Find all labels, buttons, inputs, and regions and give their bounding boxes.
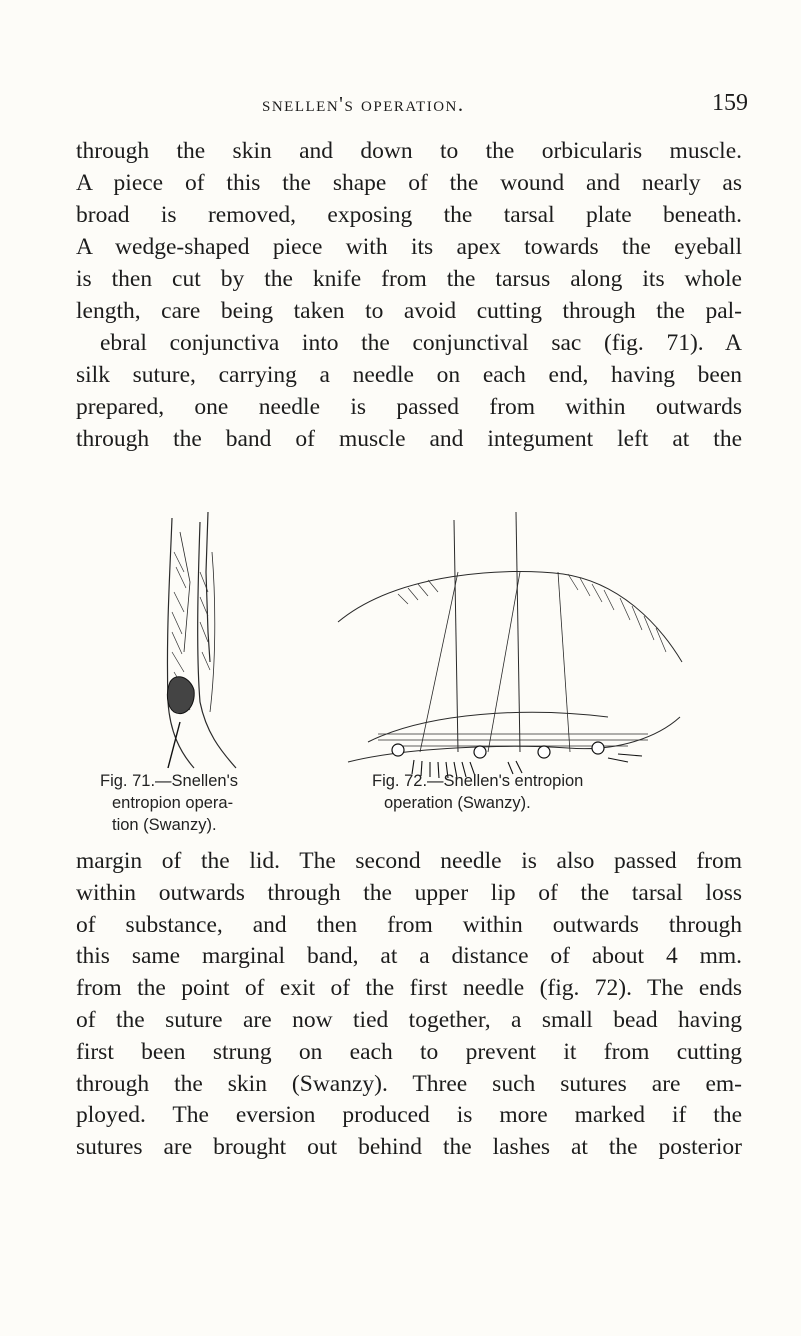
- text-line: within outwards through the upper lip of the tarsal loss: [76, 879, 742, 906]
- figure-71-illustration: [150, 512, 240, 768]
- text-line: sutures are brought out behind the lashes at the posterior: [76, 1134, 742, 1161]
- text-line: this same marginal band, at a distance of about 4 mm.: [76, 943, 742, 970]
- text-line: through the skin and down to the orbicularis muscle.: [76, 138, 742, 164]
- text-line: silk suture, carrying a needle on each end, having been: [76, 362, 742, 388]
- caption-line: tion (Swanzy).: [112, 816, 217, 834]
- figure-71-caption: [100, 770, 330, 836]
- caption-line: entropion opera-: [112, 794, 234, 812]
- caption-line: Fig. 71.—Snellen's: [100, 772, 238, 790]
- text-line: first been strung on each to prevent it from cutting: [76, 1038, 742, 1065]
- text-line: A piece of this the shape of the wound and nearly as: [76, 170, 742, 196]
- text-line: A wedge-shaped piece with its apex towards the eyeball: [76, 234, 742, 260]
- figure-72-caption: [372, 770, 702, 814]
- text-line: from the point of exit of the first needle (fig. 72). The ends: [76, 975, 742, 1002]
- text-line: ebral conjunctiva into the conjunctival sac (fig. 71). A: [100, 330, 742, 356]
- figure-72-illustration: [308, 512, 690, 782]
- text-line: prepared, one needle is passed from within outwards: [76, 394, 742, 420]
- text-line: length, care being taken to avoid cutting through the pal-: [76, 298, 742, 324]
- text-line: margin of the lid. The second needle is also passed from: [76, 848, 742, 874]
- caption-line: operation (Swanzy).: [384, 794, 531, 812]
- text-line: is then cut by the knife from the tarsus along its whole: [76, 266, 742, 292]
- text-line: broad is removed, exposing the tarsal plate beneath.: [76, 202, 742, 228]
- paragraph-1: [76, 135, 742, 455]
- running-head: snellen's operation.: [262, 92, 465, 116]
- text-line: through the band of muscle and integument left at the: [76, 426, 742, 452]
- text-line: through the skin (Swanzy). Three such sutures are em-: [76, 1070, 742, 1097]
- page-header: [0, 92, 801, 122]
- page-number: 159: [712, 90, 748, 116]
- paragraph-2: [76, 846, 742, 1164]
- text-line: ployed. The eversion produced is more marked if the: [76, 1102, 742, 1129]
- text-line: of substance, and then from within outwards through: [76, 911, 742, 938]
- caption-line: Fig. 72.—Snellen's entropion: [372, 772, 584, 790]
- text-line: of the suture are now tied together, a small bead having: [76, 1006, 742, 1033]
